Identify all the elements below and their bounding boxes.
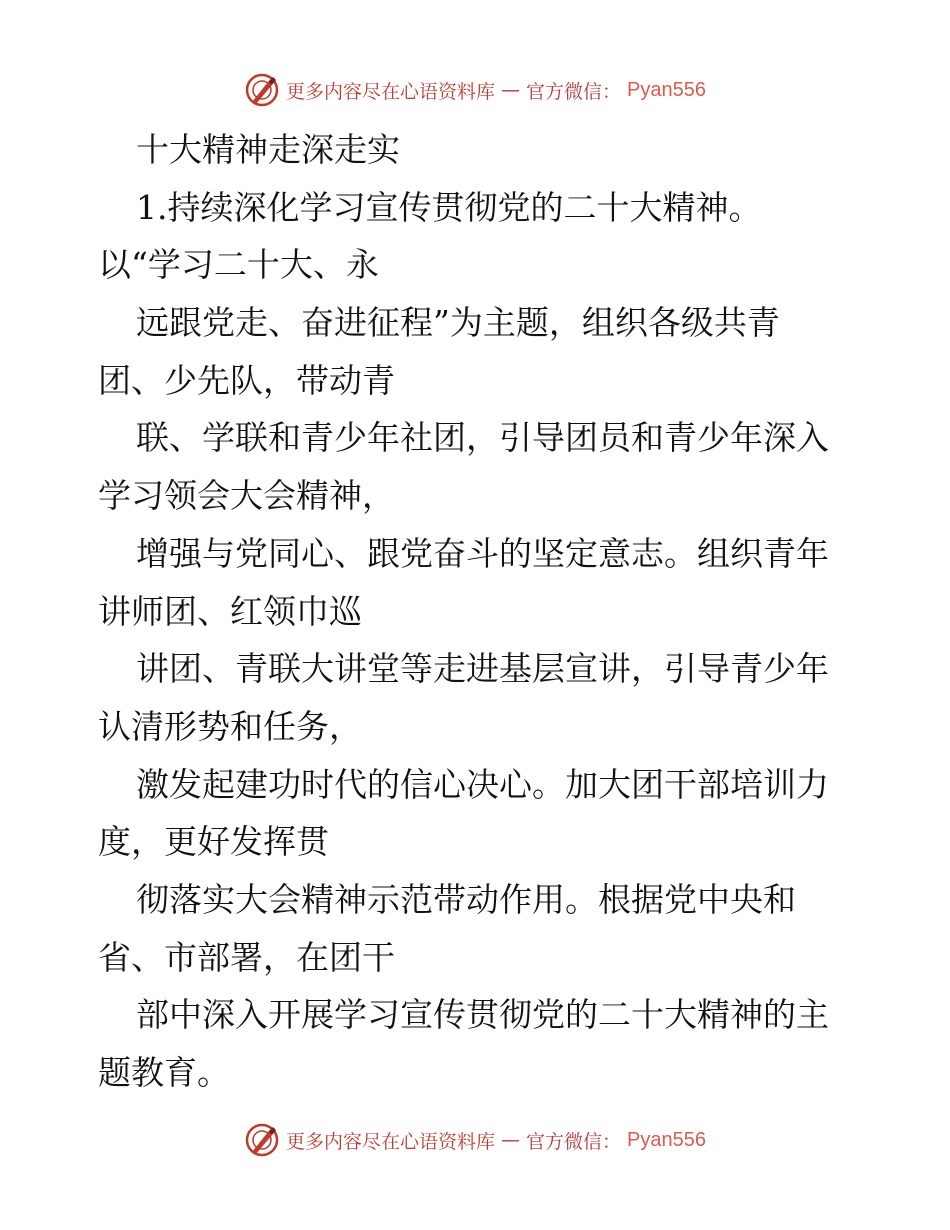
- doc-line: 讲团、青联大讲堂等走进基层宣讲，引导青少年: [136, 649, 829, 689]
- doc-line: 增强与党同心、跟党奋斗的坚定意志。组织青年: [136, 533, 829, 573]
- pen-logo-icon: [244, 72, 280, 108]
- header-wechat-label: 官方微信：: [526, 80, 622, 103]
- doc-line: 以“学习二十大、永: [98, 245, 379, 285]
- footer-site-text: 更多内容尽在心语资料库: [286, 1130, 496, 1153]
- header-separator: —: [501, 79, 521, 101]
- header-banner: [0, 70, 950, 110]
- footer-banner: [0, 1120, 950, 1160]
- footer-wechat-label: 官方微信：: [526, 1130, 622, 1153]
- doc-line: 题教育。: [98, 1053, 230, 1092]
- doc-line: 联、学联和青少年社团，引导团员和青少年深入: [136, 418, 829, 458]
- doc-line: 激发起建功时代的信心决心。加大团干部培训力: [136, 764, 829, 804]
- header-site-text: 更多内容尽在心语资料库: [286, 80, 496, 103]
- doc-line: 彻落实大会精神示范带动作用。根据党中央和: [136, 879, 796, 919]
- doc-line: 团、少先队，带动青: [98, 360, 395, 400]
- doc-line: 讲师团、红领巾巡: [98, 591, 362, 631]
- doc-line: 部中深入开展学习宣传贯彻党的二十大精神的主: [136, 995, 829, 1035]
- doc-line: 度，更好发挥贯: [98, 822, 329, 862]
- footer-separator: —: [501, 1129, 521, 1151]
- doc-line: 十大精神走深走实: [136, 130, 400, 169]
- doc-line: 省、市部署，在团干: [98, 937, 395, 977]
- doc-line: 学习领会大会精神，: [98, 476, 395, 516]
- doc-line: 远跟党走、奋进征程”为主题，组织各级共青: [136, 303, 780, 343]
- header-wechat-id: Pyan556: [627, 78, 706, 101]
- pen-logo-icon: [244, 1122, 280, 1158]
- document-body: [98, 121, 878, 1102]
- doc-line: 1.持续深化学习宣传贯彻党的二十大精神。: [136, 187, 762, 227]
- footer-wechat-id: Pyan556: [627, 1128, 706, 1151]
- doc-line: 认清形势和任务，: [98, 706, 362, 746]
